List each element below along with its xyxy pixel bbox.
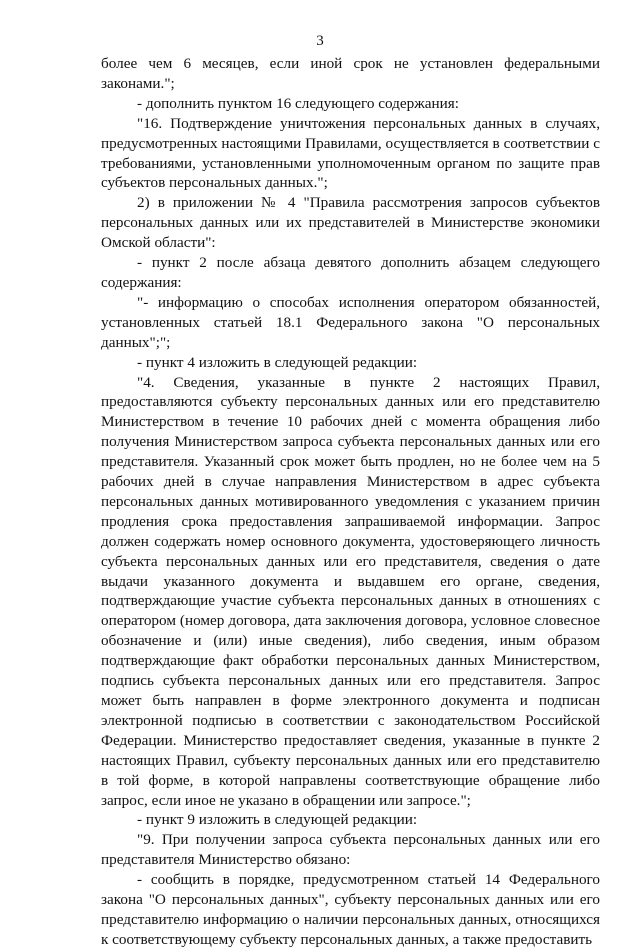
- paragraph-amend-item-2: - пункт 2 после абзаца девятого дополнить абзацем следующего содержания:: [101, 254, 600, 291]
- paragraph-item-2-insert: "- информацию о способах исполнения оператором обязанностей, установленных статьей 18.1 Федерального закона "О персональных данных";";: [101, 293, 600, 351]
- paragraph-continuation: более чем 6 месяцев, если иной срок не установлен федеральными законами.";: [101, 55, 600, 92]
- paragraph-appendix-4: 2) в приложении № 4 "Правила рассмотрения запросов субъектов персональных данных или их представителей в Министерстве экономики Омской области":: [101, 194, 600, 252]
- paragraph-amend-add-16: - дополнить пунктом 16 следующего содержания:: [137, 94, 459, 112]
- paragraph-amend-item-9: - пункт 9 изложить в следующей редакции:: [137, 811, 418, 829]
- paragraph-item-4-text: "4. Сведения, указанные в пункте 2 настоящих Правил, предоставляются субъекту персональных данных или его представителю Министерством в течение 10 рабочих дней с момента обращения либо получения Министерством запроса субъекта персональных данных или его представителя. Указанный срок может быть продлен, но не более чем на 5 рабочих дней в случае направления Министерством в адрес субъекта персональных данных мотивированного уведомления с указанием причин продления срока предоставления запрашиваемой информации. Запрос должен содержать номер основного документа, удостоверяющего личность субъекта персональных данных или его представителя, сведения о дате выдачи указанного документа и выдавшем его органе, сведения, подтверждающие участие субъекта персональных данных в отношениях с оператором (номер договора, дата заключения договора, условное словесное обозначение и (или) иные сведения), либо сведения, иным образом подтверждающие факт обработки персональных данных Министерством, подпись субъекта персональных данных или его представителя. Запрос может быть направлен в форме электронного документа и подписан электронной подписью в соответствии с законодательством Российской Федерации. Министерство предоставляет сведения, указанные в пункте 2 настоящих Правил, субъекту персональных данных или его представителю в той форме, в которой направлены соответствующие обращение либо запрос, если иное не указано в обращении или запросе.";: [101, 373, 600, 809]
- paragraph-item-9-text: "9. При получении запроса субъекта персональных данных или его представителя Министерство обязано:: [101, 831, 600, 869]
- document-body: [101, 54, 600, 950]
- page-number: 3: [316, 33, 324, 49]
- paragraph-item-9-duty: - сообщить в порядке, предусмотренном статьей 14 Федерального закона "О персональных данных", субъекту персональных данных или его представителю информацию о наличии персональных данных, относящихся к соответствующему субъекту персональных данных, а также предоставить: [101, 871, 600, 948]
- paragraph-clause-16: "16. Подтверждение уничтожения персональных данных в случаях, предусмотренных настоящими Правилами, осуществляется в соответствии с требованиями, установленными уполномоченным органом по защите прав субъектов персональных данных.";: [101, 114, 600, 192]
- paragraph-amend-item-4: - пункт 4 изложить в следующей редакции:: [137, 353, 418, 371]
